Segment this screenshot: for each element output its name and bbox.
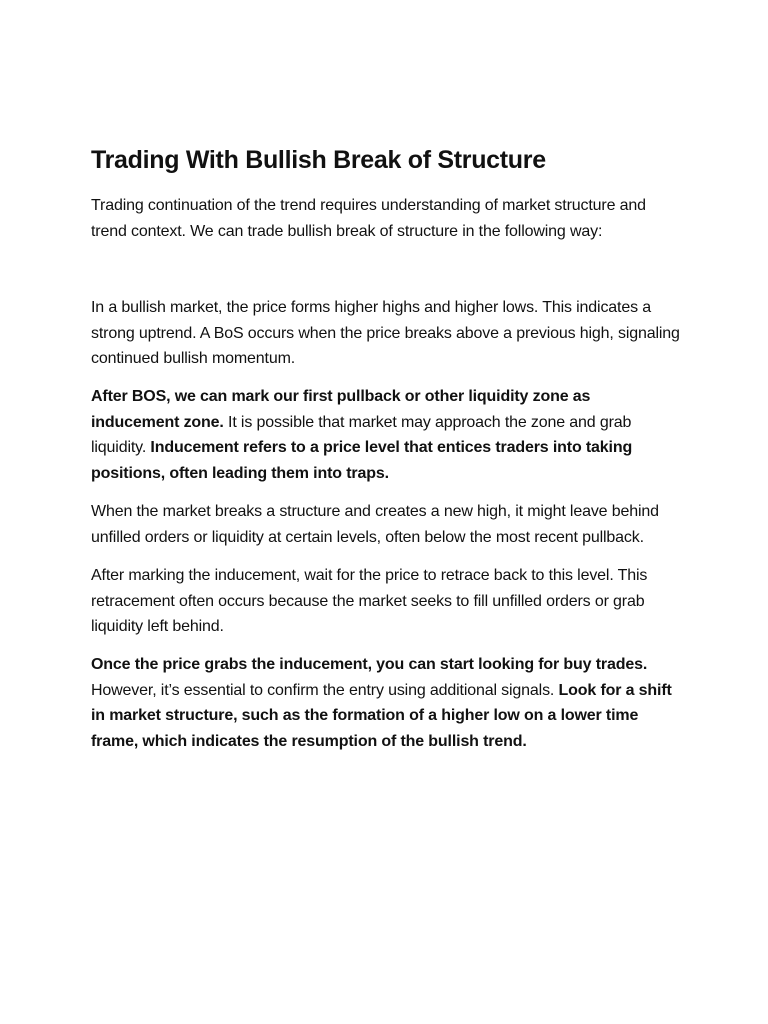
entry-normal-text: However, it’s essential to confirm the entry using additional signals. <box>91 681 559 699</box>
bullish-market-paragraph: In a bullish market, the price forms higher highs and higher lows. This indicates a strong uptrend. A BoS occurs when the price breaks above a previous high, signaling continued bullish momentum. <box>91 299 680 367</box>
inducement-bold-text-2: Inducement refers to a price level that entices traders into taking positions, often leading them into traps. <box>91 439 633 482</box>
inducement-paragraph <box>91 384 681 486</box>
entry-bold-text-2: Look for a shift in market structure, such as the formation of a higher low on a lower time frame, which indicates the resumption of the bullish trend. <box>91 681 672 750</box>
intro-paragraph: Trading continuation of the trend requires understanding of market structure and trend context. We can trade bullish break of structure in the following way: <box>91 197 646 240</box>
entry-paragraph <box>91 652 681 754</box>
market-breaks-paragraph: When the market breaks a structure and creates a new high, it might leave behind unfilled orders or liquidity at certain levels, often below the most recent pullback. <box>91 503 659 546</box>
inducement-bold-text-1: After BOS, we can mark our first pullback or other liquidity zone as inducement zone. <box>91 388 591 431</box>
document-title: Trading With Bullish Break of Structure <box>91 146 546 174</box>
entry-bold-text-1: Once the price grabs the inducement, you can start looking for buy trades. <box>91 656 648 673</box>
retrace-paragraph: After marking the inducement, wait for the price to retrace back to this level. This retracement often occurs because the market seeks to fill unfilled orders or grab liquidity left behind. <box>91 567 648 635</box>
inducement-normal-text: It is possible that market may approach the zone and grab liquidity. <box>91 413 632 456</box>
